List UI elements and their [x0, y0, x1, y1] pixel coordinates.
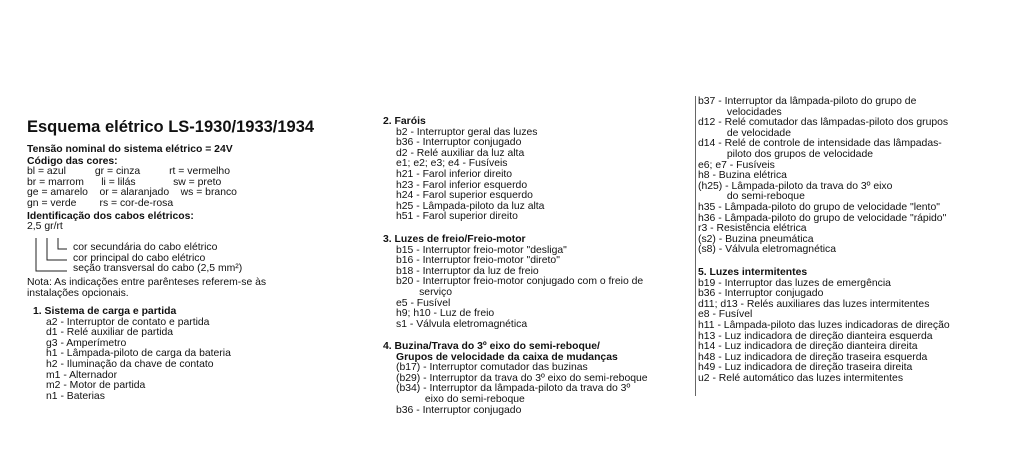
section-3-title: 3. Luzes de freio/Freio-motor: [383, 234, 526, 245]
section-5-title: 5. Luzes intermitentes: [698, 267, 808, 278]
legend-item: e8 - Fusível: [698, 309, 753, 321]
legend-item: h21 - Farol inferior direito: [396, 168, 513, 180]
legend-item: h36 - Lâmpada-piloto do grupo de velocidade "rápido": [698, 212, 947, 224]
cable-legend: [73, 243, 242, 275]
legend-item: h2 - Iluminação da chave de contato: [46, 358, 214, 370]
section-4-title: Grupos de velocidade da caixa de mudanças: [396, 351, 618, 363]
legend-item: a2 - Interruptor de contato e partida: [46, 316, 210, 328]
cable-legend-line: cor principal do cabo elétrico: [73, 252, 206, 264]
legend-item: e6; e7 - Fusíveis: [698, 159, 775, 171]
legend-item: eixo do semi-reboque: [396, 393, 525, 405]
note-block: [27, 278, 266, 299]
legend-item: d12 - Relé comutador das lâmpadas-piloto dos grupos: [698, 117, 949, 129]
legend-item: (h25) - Lâmpada-piloto da trava do 3º eixo: [698, 180, 893, 192]
section-4-continued: [698, 97, 948, 256]
legend-item: h13 - Luz indicadora de direção dianteira esquerda: [698, 330, 933, 342]
legend-item: d2 - Relé auxiliar da luz alta: [396, 147, 525, 159]
page-title: Esquema elétrico LS-1930/1933/1934: [27, 118, 315, 136]
legend-item: n1 - Baterias: [46, 390, 105, 402]
legend-item: u2 - Relé automático das luzes intermitentes: [698, 372, 904, 384]
legend-item: e5 - Fusível: [396, 297, 451, 309]
color-code-row: br = marrom li = lilás sw = preto: [27, 176, 222, 188]
legend-item: b18 - Interruptor da luz de freio: [396, 265, 539, 277]
section-4-title: 4. Buzina/Trava do 3º eixo do semi-reboque/: [383, 341, 600, 352]
color-code-row: gn = verde rs = cor-de-rosa: [27, 197, 174, 209]
legend-item: (b17) - Interruptor comutador das buzinas: [396, 362, 588, 374]
legend-item: h11 - Lâmpada-piloto das luzes indicadoras de direção: [698, 319, 950, 331]
section-2: [383, 117, 544, 223]
legend-item: (b34) - Interruptor da lâmpada-piloto da trava do 3º: [396, 383, 631, 395]
legend-item: h49 - Luz indicadora de direção traseira direita: [698, 362, 913, 374]
note-line: instalações opcionais.: [27, 287, 129, 299]
section-5: [698, 268, 950, 385]
cable-id-title: Identificação dos cabos elétricos:: [27, 210, 194, 222]
legend-item: (s2) - Buzina pneumática: [698, 233, 814, 245]
legend-item: b2 - Interruptor geral das luzes: [396, 126, 538, 138]
legend-item: serviço: [396, 286, 453, 298]
column-1: [27, 145, 237, 233]
legend-item: h9; h10 - Luz de freio: [396, 308, 495, 320]
note-line: Nota: As indicações entre parênteses referem-se às: [27, 277, 267, 288]
cable-example: 2,5 gr/rt: [27, 221, 63, 233]
column-divider: [695, 96, 696, 396]
legend-item: b15 - Interruptor freio-motor "desliga": [396, 244, 567, 256]
legend-item: h35 - Lâmpada-piloto do grupo de velocidade "lento": [698, 201, 940, 213]
legend-item: (b29) - Interruptor da trava do 3º eixo do semi-reboque: [396, 372, 648, 384]
legend-item: h14 - Luz indicadora de direção dianteira direita: [698, 341, 918, 353]
legend-item: b16 - Interruptor freio-motor "direto": [396, 255, 560, 267]
legend-item: b20 - Interruptor freio-motor conjugado com o freio de: [396, 276, 644, 288]
legend-item: b36 - Interruptor conjugado: [698, 288, 824, 300]
color-code-title: Código das cores:: [27, 155, 118, 167]
legend-item: b37 - Interruptor da lâmpada-piloto do grupo de: [698, 96, 917, 107]
color-code-row: ge = amarelo or = alaranjado ws = branco: [27, 187, 237, 199]
legend-item: h1 - Lâmpada-piloto de carga da bateria: [46, 348, 231, 360]
legend-item: h24 - Farol superior esquerdo: [396, 190, 533, 202]
section-2-title: 2. Faróis: [383, 116, 426, 127]
legend-item: d1 - Relé auxiliar de partida: [46, 327, 174, 339]
legend-item: do semi-reboque: [698, 191, 805, 203]
cable-legend-line: seção transversal do cabo (2,5 mm²): [73, 263, 243, 275]
legend-item: m2 - Motor de partida: [46, 380, 146, 392]
legend-item: b36 - Interruptor conjugado: [396, 404, 522, 416]
legend-item: s1 - Válvula eletromagnética: [396, 318, 528, 330]
legend-item: d11; d13 - Relés auxiliares das luzes intermitentes: [698, 298, 930, 310]
legend-item: piloto dos grupos de velocidade: [698, 148, 874, 160]
legend-item: h51 - Farol superior direito: [396, 211, 518, 223]
legend-item: b36 - Interruptor conjugado: [396, 137, 522, 149]
section-1: [33, 307, 231, 402]
legend-item: (s8) - Válvula eletromagnética: [698, 244, 837, 256]
legend-item: velocidades: [698, 106, 782, 118]
legend-item: e1; e2; e3; e4 - Fusíveis: [396, 158, 508, 170]
legend-item: h25 - Lâmpada-piloto da luz alta: [396, 200, 545, 212]
legend-item: h23 - Farol inferior esquerdo: [396, 179, 528, 191]
legend-item: g3 - Amperímetro: [46, 337, 127, 349]
color-code-row: bl = azul gr = cinza rt = vermelho: [27, 166, 230, 178]
section-1-title: 1. Sistema de carga e partida: [33, 306, 177, 317]
cable-legend-line: cor secundária do cabo elétrico: [73, 242, 218, 253]
legend-item: h48 - Luz indicadora de direção traseira esquerda: [698, 351, 928, 363]
legend-item: r3 - Resistência elétrica: [698, 223, 807, 235]
legend-item: m1 - Alternador: [46, 369, 118, 381]
legend-item: d14 - Relé de controle de intensidade das lâmpadas-: [698, 138, 942, 150]
legend-item: b19 - Interruptor das luzes de emergência: [698, 277, 891, 289]
legend-item: de velocidade: [698, 127, 791, 139]
voltage-line: Tensão nominal do sistema elétrico = 24V: [27, 144, 233, 155]
section-3: [383, 235, 643, 330]
legend-item: h8 - Buzina elétrica: [698, 170, 787, 182]
section-4: [383, 342, 648, 416]
